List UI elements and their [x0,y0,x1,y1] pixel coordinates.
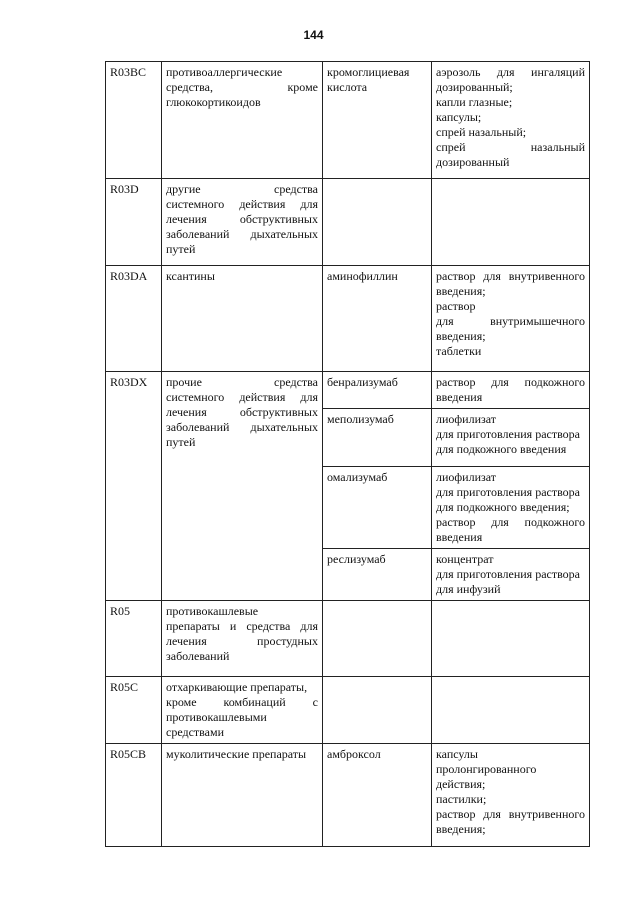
group-text-line: противокашлевые [166,604,259,618]
table-row [106,372,590,409]
dosage-form-line: введения; [436,822,486,836]
drug-name-line: омализумаб [327,470,388,484]
dosage-form-cell [432,601,590,677]
dosage-form-line: для приготовления раствора [436,427,580,441]
dosage-form-line: раствор для внутривенного [436,269,585,283]
group-text-line: препараты и средства для [166,619,318,633]
anatomical-group-cell [162,179,323,266]
group-text-line: средствами [166,725,225,739]
table-row [106,744,590,847]
group-text-line: противокашлевыми [166,710,267,724]
drug-name-cell [323,179,432,266]
group-text-line: заболеваний дыхательных [166,420,318,434]
drug-name-cell [323,744,432,847]
drug-name-line: меполизумаб [327,412,394,426]
dosage-form-line: аэрозоль для ингаляций [436,65,585,79]
drug-name-cell [323,677,432,744]
group-text-line: глюкокортикоидов [166,95,261,109]
group-text-line: средства, кроме [166,80,318,94]
table-row [106,677,590,744]
drug-name-cell [323,409,432,467]
dosage-form-cell [432,62,590,179]
dosage-form-line: введения [436,530,483,544]
dosage-form-line: концентрат [436,552,494,566]
dosage-form-cell [432,409,590,467]
dosage-form-line: раствор для подкожного [436,515,585,529]
dosage-form-cell [432,266,590,372]
dosage-form-line: капсулы [436,747,478,761]
anatomical-group-cell [162,62,323,179]
drug-name-cell [323,467,432,549]
dosage-form-line: капсулы; [436,110,482,124]
dosage-form-line: для подкожного введения [436,442,567,456]
drug-name-cell [323,372,432,409]
drug-classification-table [105,61,590,847]
drug-name-cell [323,549,432,601]
dosage-form-line: таблетки [436,344,482,358]
drug-name-cell [323,601,432,677]
dosage-form-line: спрей назальный [436,140,585,154]
dosage-form-line: введения [436,390,483,404]
group-text-line: ксантины [166,269,215,283]
dosage-form-line: введения; [436,284,486,298]
atc-code-cell: R03D [106,179,162,266]
dosage-form-line: дозированный [436,155,510,169]
group-text-line: системного действия для [166,197,318,211]
dosage-form-line: раствор [436,299,476,313]
dosage-form-line: для приготовления раствора [436,485,580,499]
dosage-form-line: капли глазные; [436,95,513,109]
group-text-line: системного действия для [166,390,318,404]
group-text-line: муколитические препараты [166,747,307,761]
group-text-line: лечения обструктивных [166,405,318,419]
drug-name-line: бенрализумаб [327,375,398,389]
atc-code-cell: R03DA [106,266,162,372]
page-number: 144 [303,28,324,42]
dosage-form-cell [432,467,590,549]
atc-code-cell: R03BC [106,62,162,179]
anatomical-group-cell [162,372,323,601]
group-text-line: заболеваний [166,649,230,663]
dosage-form-line: пролонгированного [436,762,537,776]
group-text-line: другие средства [166,182,318,196]
dosage-form-line: введения; [436,329,486,343]
table-row [106,62,590,179]
group-text-line: лечения простудных [166,634,318,648]
dosage-form-line: спрей назальный; [436,125,527,139]
atc-code-cell: R03DX [106,372,162,601]
dosage-form-line: для приготовления раствора [436,567,580,581]
group-text-line: заболеваний дыхательных [166,227,318,241]
dosage-form-line: для подкожного введения; [436,500,570,514]
drug-name-cell [323,62,432,179]
dosage-form-line: раствор для подкожного [436,375,585,389]
dosage-form-cell [432,372,590,409]
dosage-form-line: лиофилизат [436,470,497,484]
drug-name-line: реслизумаб [327,552,386,566]
group-text-line: кроме комбинаций с [166,695,318,709]
dosage-form-line: для внутримышечного [436,314,585,328]
group-text-line: путей [166,242,196,256]
atc-code-cell: R05CB [106,744,162,847]
group-text-line: лечения обструктивных [166,212,318,226]
group-text-line: прочие средства [166,375,318,389]
dosage-form-line: раствор для внутривенного [436,807,585,821]
anatomical-group-cell [162,677,323,744]
drug-name-line: кислота [327,80,368,94]
anatomical-group-cell [162,266,323,372]
dosage-form-cell [432,677,590,744]
drug-name-cell [323,266,432,372]
table-row [106,179,590,266]
anatomical-group-cell [162,744,323,847]
dosage-form-line: действия; [436,777,486,791]
dosage-form-cell [432,744,590,847]
dosage-form-cell [432,179,590,266]
group-text-line: путей [166,435,196,449]
group-text-line: отхаркивающие препараты, [166,680,308,694]
dosage-form-line: лиофилизат [436,412,497,426]
group-text-line: противоаллергические [166,65,283,79]
atc-code-cell: R05 [106,601,162,677]
table-row [106,601,590,677]
dosage-form-line: для инфузий [436,582,501,596]
dosage-form-line: дозированный; [436,80,513,94]
drug-name-line: кромоглициевая [327,65,410,79]
drug-name-line: амброксол [327,747,381,761]
atc-code-cell: R05C [106,677,162,744]
table-row [106,266,590,372]
dosage-form-cell [432,549,590,601]
drug-name-line: аминофиллин [327,269,398,283]
anatomical-group-cell [162,601,323,677]
dosage-form-line: пастилки; [436,792,487,806]
